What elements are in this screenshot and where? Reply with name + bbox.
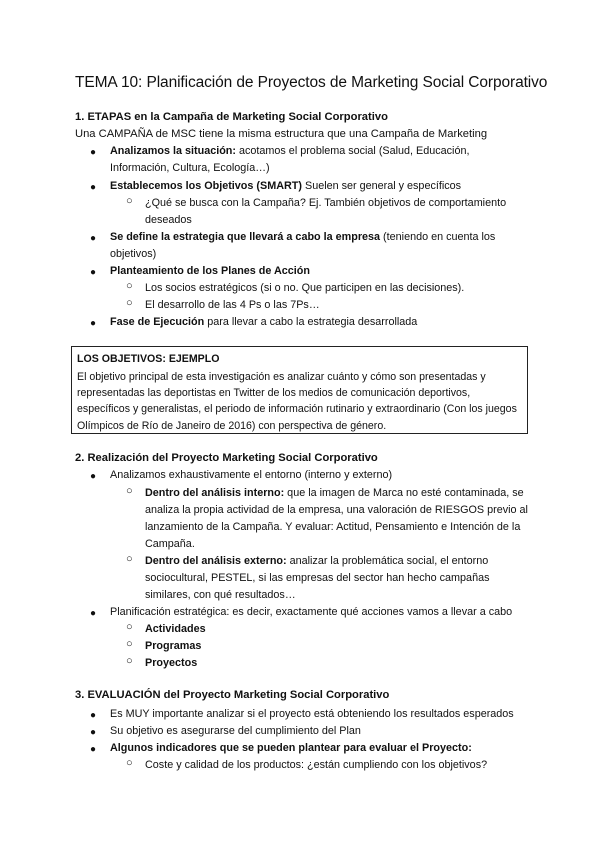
circle-bullet-icon: ○ bbox=[126, 553, 133, 565]
circle-bullet-icon: ○ bbox=[126, 757, 133, 769]
bullet-icon: ● bbox=[90, 267, 97, 278]
list-item: Fase de Ejecución para llevar a cabo la estrategia desarrollada bbox=[110, 316, 418, 328]
circle-bullet-icon: ○ bbox=[126, 280, 133, 292]
section-1-intro: Una CAMPAÑA de MSC tiene la misma estructura que una Campaña de Marketing bbox=[75, 128, 488, 140]
list-item: Dentro del análisis interno: que la imagen de Marca no esté contaminada, se analiza la propia actividad de la empresa, una valoración de RIESGOS previo al lanzamiento de la Campaña. Y evaluar: Actitud, Pensamiento e Intención de la Campaña. bbox=[145, 487, 528, 550]
section-3-heading: 3. EVALUACIÓN del Proyecto Marketing Social Corporativo bbox=[75, 689, 390, 701]
list-item: Programas bbox=[145, 640, 202, 652]
list-item: Actividades bbox=[145, 623, 206, 635]
bullet-icon: ● bbox=[90, 608, 97, 619]
circle-bullet-icon: ○ bbox=[126, 297, 133, 309]
bullet-icon: ● bbox=[90, 233, 97, 244]
list-item: Es MUY importante analizar si el proyecto está obteniendo los resultados esperados bbox=[110, 708, 514, 720]
example-box-text: El objetivo principal de esta investigación es analizar cuánto y cómo son presentadas y representadas las deportistas en Twitter de los medios de comunicación deportivos, específicos y generalistas, el periodo de información rutinario y extraordinario (Con los juegos Olímpicos de Río de Janeiro de 2016) con perspectiva de género. bbox=[77, 371, 517, 432]
circle-bullet-icon: ○ bbox=[126, 655, 133, 667]
list-item: Planteamiento de los Planes de Acción bbox=[110, 265, 311, 277]
bullet-icon: ● bbox=[90, 182, 97, 193]
example-box-heading: LOS OBJETIVOS: EJEMPLO bbox=[77, 353, 220, 365]
list-item: Se define la estrategia que llevará a cabo la empresa (teniendo en cuenta los objetivos) bbox=[110, 231, 496, 260]
circle-bullet-icon: ○ bbox=[126, 485, 133, 497]
list-item: Coste y calidad de los productos: ¿están cumpliendo con los objetivos? bbox=[145, 759, 488, 771]
example-box bbox=[71, 346, 528, 434]
bullet-icon: ● bbox=[90, 318, 97, 329]
bullet-icon: ● bbox=[90, 147, 97, 158]
list-item: Planificación estratégica: es decir, exactamente qué acciones vamos a llevar a cabo bbox=[110, 606, 513, 618]
bullet-icon: ● bbox=[90, 727, 97, 738]
list-item: Su objetivo es asegurarse del cumplimiento del Plan bbox=[110, 725, 361, 737]
bullet-icon: ● bbox=[90, 744, 97, 755]
circle-bullet-icon: ○ bbox=[126, 195, 133, 207]
section-1-heading: 1. ETAPAS en la Campaña de Marketing Social Corporativo bbox=[75, 111, 388, 123]
list-item: El desarrollo de las 4 Ps o las 7Ps… bbox=[145, 299, 320, 311]
list-item: ¿Qué se busca con la Campaña? Ej. También objetivos de comportamiento deseados bbox=[145, 197, 507, 226]
list-item: Analizamos exhaustivamente el entorno (interno y externo) bbox=[110, 469, 393, 481]
list-item: Establecemos los Objetivos (SMART) Suelen ser general y específicos bbox=[110, 180, 462, 192]
list-item: Algunos indicadores que se pueden plantear para evaluar el Proyecto: bbox=[110, 742, 472, 754]
list-item: Analizamos la situación: acotamos el problema social (Salud, Educación, Información, Cultura, Ecología…) bbox=[110, 145, 470, 174]
bullet-icon: ● bbox=[90, 471, 97, 482]
page-title: TEMA 10: Planificación de Proyectos de Marketing Social Corporativo bbox=[75, 74, 548, 91]
list-item: Proyectos bbox=[145, 657, 198, 669]
circle-bullet-icon: ○ bbox=[126, 621, 133, 633]
list-item: Los socios estratégicos (si o no. Que participen en las decisiones). bbox=[145, 282, 465, 294]
section-2-heading: 2. Realización del Proyecto Marketing Social Corporativo bbox=[75, 452, 378, 464]
bullet-icon: ● bbox=[90, 710, 97, 721]
circle-bullet-icon: ○ bbox=[126, 638, 133, 650]
list-item: Dentro del análisis externo: analizar la problemática social, el entorno sociocultural, PESTEL, si las empresas del sector han hecho campañas similares, con qué resultados… bbox=[145, 555, 490, 601]
